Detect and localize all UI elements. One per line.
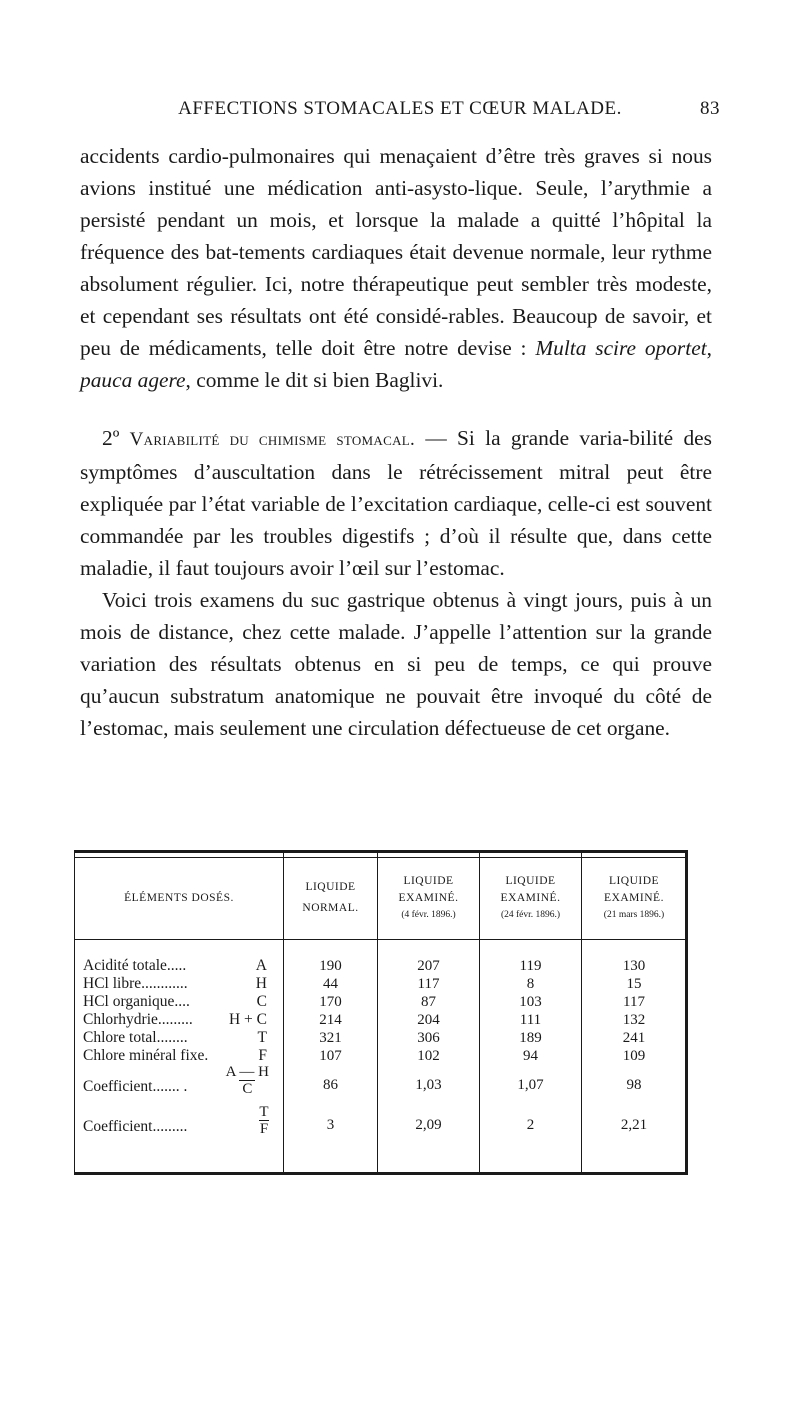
label-text: Chlore minéral fixe.	[83, 1047, 209, 1064]
section-heading: Variabilité du chimisme stomacal.	[129, 429, 416, 450]
label-symbol: A	[255, 957, 267, 974]
table-cell: 190	[319, 958, 342, 974]
column-normal	[284, 957, 377, 1145]
coefficient-fraction	[226, 1065, 269, 1096]
table-header-rule	[75, 939, 685, 940]
body-text	[80, 140, 712, 744]
header-line: LIQUIDE	[505, 874, 556, 887]
header-exam-1	[378, 859, 479, 937]
header-line: EXAMINÉ.	[398, 891, 459, 904]
fraction-denominator: C	[242, 1081, 253, 1097]
table-cell: 306	[417, 1030, 440, 1046]
header-date: (4 févr. 1896.)	[401, 909, 456, 920]
label-text: Coefficient.........	[83, 1118, 188, 1135]
label-text: Acidité totale.....	[83, 957, 187, 974]
table-cell: 8	[526, 976, 535, 992]
table-cell: 86	[323, 1077, 338, 1093]
table-cell: 214	[319, 1012, 342, 1028]
table-cell: 321	[319, 1030, 342, 1046]
table-cell: 241	[622, 1030, 646, 1046]
header-line: ÉLÉMENTS DOSÉS.	[124, 891, 234, 904]
gastric-analysis-table	[74, 850, 688, 1175]
latin-separator: ,	[706, 336, 712, 360]
table-cell: 94	[523, 1048, 538, 1064]
label-symbol: F	[258, 1047, 267, 1064]
label-text: Chlorhydrie.........	[83, 1011, 193, 1028]
table-cell: 2,09	[415, 1117, 442, 1133]
section-2-paragraph	[80, 422, 712, 584]
table-cell: 207	[417, 958, 440, 974]
page-number: 83	[700, 98, 720, 119]
table-cell: 2	[526, 1117, 535, 1133]
table-cell: 132	[622, 1012, 646, 1028]
running-head-title: AFFECTIONS STOMACALES ET CŒUR MALADE.	[178, 98, 622, 119]
table-cell: 119	[519, 958, 542, 974]
paragraph-1-end: , comme le dit si bien Baglivi.	[185, 368, 444, 392]
table-cell: 189	[519, 1030, 542, 1046]
table-cell: 1,07	[517, 1077, 544, 1093]
section-number: 2º	[102, 426, 120, 450]
label-text: HCl organique....	[83, 993, 190, 1010]
header-line: LIQUIDE	[608, 874, 660, 887]
running-head	[80, 98, 720, 128]
header-line: NORMAL.	[302, 902, 359, 914]
paragraph-3: Voici trois examens du suc gastrique obtenus à vingt jours, puis à un mois de distance, chez cette malade. J’appelle l’attention sur la grande variation des résultats obtenus en si peu de temps, ce qui prouve qu’aucun substratum anatomique ne pouvait être invoqué du côté de l’estomac, mais seulement une circulation défectueuse de cet organe.	[80, 588, 712, 740]
header-date: (21 mars 1896.)	[603, 909, 665, 920]
table-cell: 103	[519, 994, 542, 1010]
coefficient-fraction	[259, 1105, 269, 1136]
table-cell: 204	[417, 1012, 440, 1028]
paragraph-1	[80, 140, 712, 396]
label-symbol: H	[255, 975, 267, 992]
latin-quote-1: Multa scire oportet	[535, 336, 707, 360]
table-cell: 3	[326, 1117, 335, 1133]
header-line: EXAMINÉ.	[604, 891, 664, 904]
header-normal	[284, 859, 377, 937]
table-row-label	[83, 1065, 275, 1105]
paragraph-1-text: accidents cardio-pulmonaires qui menaçaient d’être très graves si nous avions institué une médication anti-asysto-lique. Seule, l’arythmie a persisté pendant un mois, et lorsque la malade a quitté l’hôpital la fréquence des bat-tements cardiaques était devenue normale, leur rythme absolument régulier. Ici, notre thérapeutique peut sembler très modeste, et cependant ses résultats ont été considé-rables. Beaucoup de savoir, et peu de médicaments, telle doit être notre devise :	[80, 144, 712, 360]
table-row-label	[83, 957, 275, 975]
label-text: HCl libre............	[83, 975, 188, 992]
table-cell: 109	[622, 1048, 646, 1064]
table-cell: 87	[421, 994, 436, 1010]
header-elements	[75, 859, 283, 937]
header-line: LIQUIDE	[305, 881, 356, 893]
table-row-label	[83, 1011, 275, 1029]
fraction-numerator: A — H	[225, 1064, 269, 1080]
table-row-label	[83, 1029, 275, 1047]
table-cell: 117	[623, 994, 645, 1010]
label-symbol: H + C	[228, 1011, 267, 1028]
table-row-label	[83, 1047, 275, 1065]
label-text: Chlore total........	[83, 1029, 188, 1046]
label-symbol: C	[256, 993, 267, 1010]
latin-quote-2: pauca agere	[80, 368, 186, 392]
fraction-denominator: F	[259, 1121, 269, 1137]
table-cell: 130	[622, 958, 646, 974]
table-cell: 2,21	[620, 1117, 648, 1133]
row-labels	[83, 957, 275, 1145]
header-exam-3	[582, 859, 686, 937]
header-exam-2	[480, 859, 581, 937]
table-cell: 44	[323, 976, 338, 992]
header-line: LIQUIDE	[403, 874, 454, 887]
header-date: (24 févr. 1896.)	[500, 909, 561, 920]
column-exam-2	[480, 957, 581, 1145]
column-exam-3	[582, 957, 686, 1145]
label-text: Coefficient....... .	[83, 1078, 188, 1095]
table-cell: 102	[417, 1048, 440, 1064]
table-row-label	[83, 975, 275, 993]
section-2-text: — Si la grande varia-bilité des symptômes d’auscultation dans le rétrécissement mitral peut être expliquée par l’état variable de l’excitation cardiaque, celle-ci est souvent commandée par les troubles digestifs ; d’où il résulte que, dans cette maladie, il faut toujours avoir l’œil sur l’estomac.	[80, 426, 712, 580]
fraction-numerator: T	[259, 1104, 269, 1120]
table-row-label	[83, 993, 275, 1011]
table-cell: 111	[519, 1012, 542, 1028]
header-line: EXAMINÉ.	[500, 891, 561, 904]
table-cell: 1,03	[415, 1077, 442, 1093]
table-cell: 15	[626, 976, 642, 992]
table-row-label	[83, 1105, 275, 1145]
table-cell: 117	[417, 976, 440, 992]
label-symbol: T	[257, 1029, 267, 1046]
table-inner-rule	[75, 857, 685, 858]
table-cell: 107	[319, 1048, 342, 1064]
column-exam-1	[378, 957, 479, 1145]
table-cell: 170	[319, 994, 342, 1010]
table-cell: 98	[626, 1077, 642, 1093]
